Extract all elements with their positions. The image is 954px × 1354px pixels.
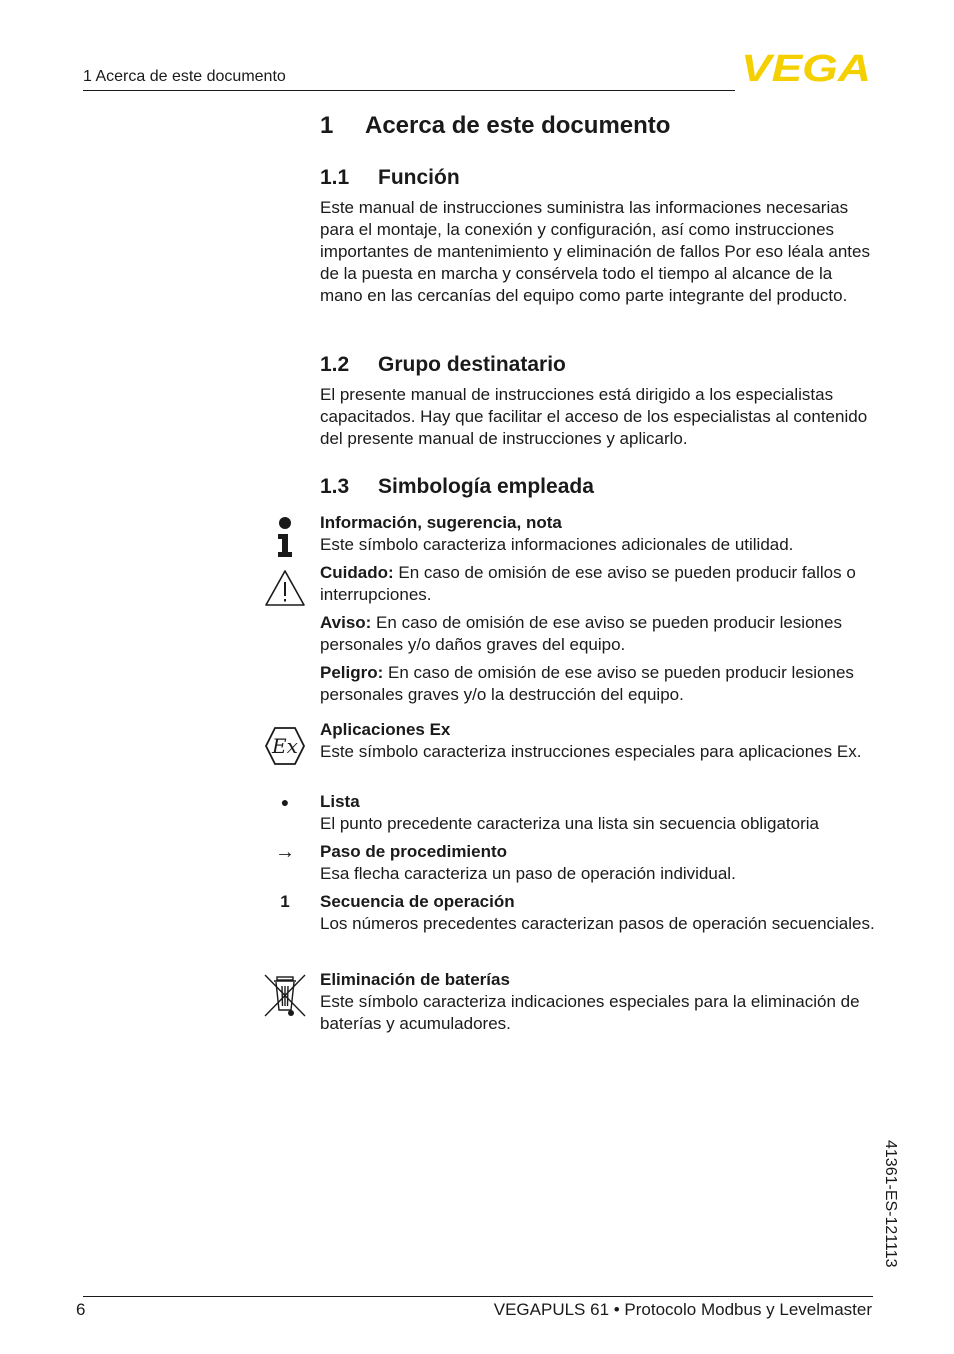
- symbol-warning: Aviso: En caso de omisión de ese aviso se pueden producir lesiones personales y/o daños graves del equipo.: [320, 613, 842, 654]
- symbol-sequence: Secuencia de operación Los números precedentes caracterizan pasos de operación secuenciales.: [320, 892, 875, 933]
- symbol-danger: Peligro: En caso de omisión de ese aviso se pueden producir lesiones personales graves y/o la destrucción del equipo.: [320, 663, 854, 704]
- chapter-title: [320, 111, 670, 141]
- symbol-info: Información, sugerencia, nota Este símbolo caracteriza informaciones adicionales de utilidad.: [320, 513, 794, 554]
- running-header-title: 1 Acerca de este documento: [83, 68, 286, 85]
- running-header: [83, 68, 735, 91]
- section-heading-funcion: 1.1 Función: [320, 166, 460, 189]
- symbol-battery: Eliminación de baterías Este símbolo caracteriza indicaciones especiales para la eliminación de baterías y acumuladores.: [320, 970, 860, 1033]
- info-icon: [262, 516, 308, 560]
- symbol-caution: Cuidado: En caso de omisión de ese aviso se pueden producir fallos o interrupciones.: [320, 563, 856, 604]
- svg-text:VEGA: VEGA: [741, 52, 871, 84]
- section-text-funcion: Este manual de instrucciones suministra las informaciones necesarias para el montaje, la conexión y configuración, así como instrucciones importantes de mantenimiento y eliminación de fallos Por eso léala antes de la puesta en marcha y consérvela todo el tiempo al alcance de la mano en las cercanías del equipo como parte integrante del producto.: [320, 198, 870, 305]
- vega-logo: [741, 52, 873, 84]
- symbol-list: Lista El punto precedente caracteriza una lista sin secuencia obligatoria: [320, 792, 819, 833]
- sequence-number-icon: 1: [280, 892, 290, 911]
- section-heading-simbologia: 1.3 Simbología empleada: [320, 475, 594, 498]
- symbol-ex: Aplicaciones Ex Este símbolo caracteriza instrucciones especiales para aplicaciones Ex.: [320, 720, 862, 761]
- footer-divider: [83, 1296, 873, 1297]
- ex-hexagon-icon: [262, 726, 308, 766]
- document-code: 41361-ES-121113: [882, 1140, 899, 1268]
- warning-triangle-icon: [262, 568, 308, 608]
- arrow-right-icon: →: [275, 841, 295, 863]
- crossed-bin-icon: [262, 972, 308, 1020]
- page-number: 6: [76, 1300, 86, 1319]
- section-text-grupo: El presente manual de instrucciones está dirigido a los especialistas capacitados. Hay que facilitar el acceso de los especialistas al contenido del presente manual de instrucciones y aplicarlo.: [320, 385, 868, 448]
- chapter-title-text: Acerca de este documento: [365, 112, 671, 139]
- footer-title: VEGAPULS 61 • Protocolo Modbus y Levelmaster: [493, 1300, 872, 1319]
- symbol-step: Paso de procedimiento Esa flecha caracteriza un paso de operación individual.: [320, 842, 736, 883]
- bullet-icon: ●: [280, 794, 290, 810]
- svg-text:Ex: Ex: [272, 734, 298, 758]
- section-heading-grupo: 1.2 Grupo destinatario: [320, 353, 566, 376]
- chapter-number: 1: [320, 112, 334, 139]
